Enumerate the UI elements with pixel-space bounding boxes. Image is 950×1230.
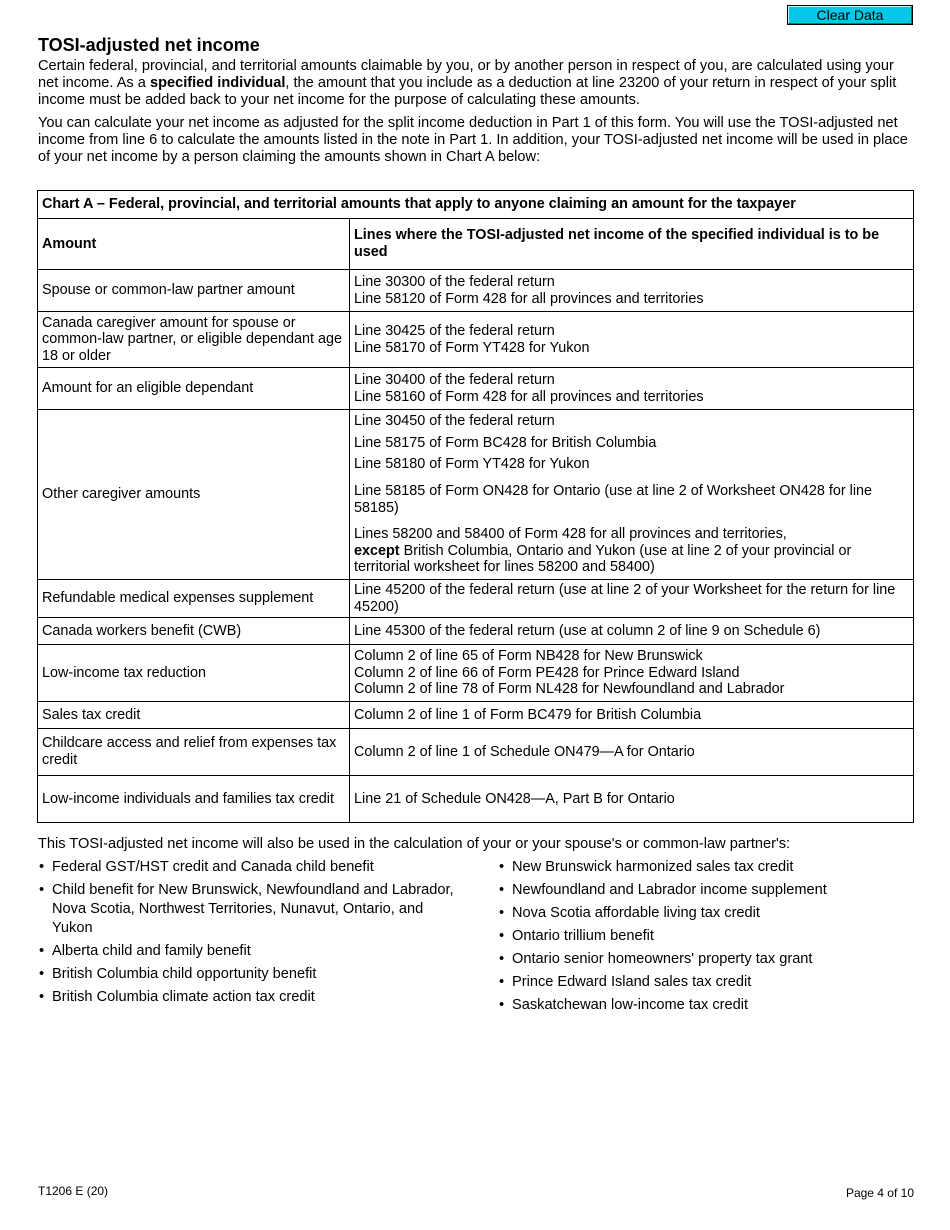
benefits-list-left [38,858,458,1011]
page-number: Page 4 of 10 [845,1186,914,1200]
amount-cell: Low-income tax reduction [38,645,350,702]
table-row [38,580,914,618]
amount-cell: Refundable medical expenses supplement [38,580,350,618]
amount-cell: Childcare access and relief from expenses tax credit [38,729,350,776]
table-row [38,729,914,776]
list-item: • Ontario trillium benefit [498,927,918,946]
list-item: • New Brunswick harmonized sales tax credit [498,858,918,877]
lines-cell: Line 30300 of the federal return Line 58120 of Form 428 for all provinces and territories [350,270,914,312]
table-row [38,368,914,410]
table-row [38,410,914,580]
table-row [38,312,914,368]
list-item: • Ontario senior homeowners' property tax grant [498,950,918,969]
table-row [38,645,914,702]
amount-cell: Amount for an eligible dependant [38,368,350,410]
benefits-list-right [498,858,918,1019]
lines-cell: Line 45300 of the federal return (use at column 2 of line 9 on Schedule 6) [350,618,914,645]
amount-cell: Sales tax credit [38,702,350,729]
list-item: • Child benefit for New Brunswick, Newfoundland and Labrador, Nova Scotia, Northwest Territories, Nunavut, Ontario, and Yukon [38,881,458,938]
table-row [38,702,914,729]
amount-cell: Other caregiver amounts [38,410,350,580]
lines-cell: Line 30425 of the federal return Line 58170 of Form YT428 for Yukon [350,312,914,368]
list-item: • British Columbia climate action tax credit [38,988,458,1007]
lines-cell: Line 21 of Schedule ON428—A, Part B for Ontario [350,776,914,823]
clear-data-button[interactable]: Clear Data [787,5,913,25]
table-row [38,618,914,645]
amount-cell: Low-income individuals and families tax credit [38,776,350,823]
column-header-lines: Lines where the TOSI-adjusted net income of the specified individual is to be used [350,219,914,270]
lines-cell: Line 30450 of the federal return Line 58175 of Form BC428 for British Columbia Line 58180 of Form YT428 for Yukon Line 58185 of Form ON428 for Ontario (use at line 2 of Worksheet ON428 for line 58185) Lines 58200 and 58400 of Form 428 for all provinces and territories, except British Columbia, Ontario and Yukon (use at line 2 of your provincial or territorial worksheet for lines 58200 and 58400) [350,410,914,580]
list-item: • Newfoundland and Labrador income supplement [498,881,918,900]
lines-cell: Column 2 of line 65 of Form NB428 for New Brunswick Column 2 of line 66 of Form PE428 for Prince Edward Island Column 2 of line 78 of Form NL428 for Newfoundland and Labrador [350,645,914,702]
also-used-intro: This TOSI-adjusted net income will also be used in the calculation of your or your spouse's or common-law partner's: [38,836,791,852]
intro-paragraph-1: Certain federal, provincial, and territorial amounts claimable by you, or by another person in respect of you, are calculated using your net income. As a specified individual, the amount that you include as a deduction at line 23200 of your return in respect of your split income must be added back to your net income for the purpose of calculating these amounts. [38,58,897,108]
list-item: • Federal GST/HST credit and Canada child benefit [38,858,458,877]
list-item: • Prince Edward Island sales tax credit [498,973,918,992]
amount-cell: Spouse or common-law partner amount [38,270,350,312]
lines-cell: Line 45200 of the federal return (use at line 2 of your Worksheet for the return for line 45200) [350,580,914,618]
lines-cell: Column 2 of line 1 of Schedule ON479—A for Ontario [350,729,914,776]
amount-cell: Canada workers benefit (CWB) [38,618,350,645]
lines-cell: Column 2 of line 1 of Form BC479 for British Columbia [350,702,914,729]
form-identifier: T1206 E (20) [38,1184,109,1198]
list-item: • Nova Scotia affordable living tax credit [498,904,918,923]
table-row [38,270,914,312]
specified-individual-term: specified individual [149,74,286,91]
column-header-amount: Amount [38,219,350,270]
lines-cell: Line 30400 of the federal return Line 58160 of Form 428 for all provinces and territories [350,368,914,410]
list-item: • Saskatchewan low-income tax credit [498,996,918,1015]
table-row [38,776,914,823]
intro-paragraph-2: You can calculate your net income as adjusted for the split income deduction in Part 1 of this form. You will use the TOSI-adjusted net income from line 6 to calculate the amounts listed in the note in Part 1. In addition, your TOSI-adjusted net income will be used in place of your net income by a person claiming the amounts shown in Chart A below: [38,115,908,165]
list-item: • British Columbia child opportunity benefit [38,965,458,984]
chart-a-table [37,190,914,823]
list-item: • Alberta child and family benefit [38,942,458,961]
chart-title: Chart A – Federal, provincial, and territorial amounts that apply to anyone claiming an amount for the taxpayer [38,191,914,219]
page-title: TOSI-adjusted net income [38,35,260,55]
amount-cell: Canada caregiver amount for spouse or common-law partner, or eligible dependant age 18 or older [38,312,350,368]
